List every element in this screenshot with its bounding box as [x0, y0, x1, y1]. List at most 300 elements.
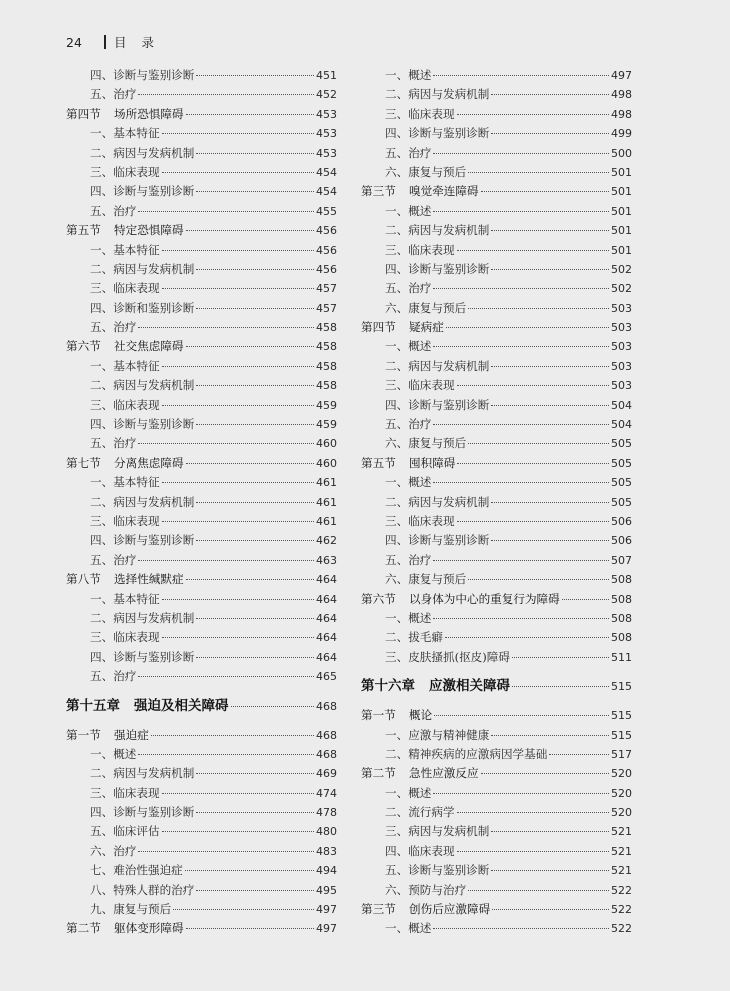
toc-item[interactable] — [66, 260, 337, 279]
toc-item[interactable] — [361, 124, 632, 143]
toc-page-number: 453 — [316, 127, 337, 141]
toc-item[interactable] — [66, 745, 337, 764]
dot-leader — [491, 540, 609, 541]
toc-page-number: 460 — [316, 456, 337, 470]
toc-item[interactable] — [361, 609, 632, 628]
toc-item[interactable] — [66, 202, 337, 221]
dot-leader — [481, 773, 609, 774]
dot-leader — [162, 637, 314, 638]
dot-leader — [186, 928, 314, 929]
toc-item[interactable] — [66, 318, 337, 337]
toc-entry-title: 五、临床评估 — [90, 824, 160, 839]
toc-page-number: 452 — [316, 88, 337, 102]
dot-leader — [562, 599, 609, 600]
toc-entry-title: 七、难治性强迫症 — [90, 863, 183, 878]
header-divider — [104, 35, 106, 49]
toc-page-number: 503 — [611, 301, 632, 315]
toc-page-number: 522 — [611, 883, 632, 897]
toc-item[interactable] — [361, 473, 632, 492]
dot-leader — [468, 579, 609, 580]
toc-section[interactable] — [361, 318, 632, 337]
dot-leader — [186, 230, 314, 231]
toc-page-number: 505 — [611, 495, 632, 509]
toc-entry-title: 五、治疗 — [90, 203, 137, 218]
toc-entry-title: 四、诊断与鉴别诊断 — [90, 417, 195, 432]
dot-leader — [186, 579, 314, 580]
dot-leader — [138, 676, 314, 677]
toc-entry-title: 一、基本特征 — [90, 242, 160, 257]
toc-section[interactable] — [361, 454, 632, 473]
dot-leader — [433, 928, 609, 929]
toc-entry-title: 四、诊断与鉴别诊断 — [90, 649, 195, 664]
dot-leader — [196, 269, 314, 270]
toc-entry-title: 第十六章 应激相关障碍 — [361, 667, 510, 706]
toc-page-number: 464 — [316, 611, 337, 625]
toc-page-number: 505 — [611, 476, 632, 490]
page-number: 24 — [66, 34, 82, 50]
toc-page-number: 465 — [316, 670, 337, 684]
toc-page-number: 460 — [316, 437, 337, 451]
toc-item[interactable] — [361, 648, 632, 667]
dot-leader — [162, 599, 314, 600]
toc-item[interactable] — [66, 590, 337, 609]
toc-item[interactable] — [66, 881, 337, 900]
dot-leader — [457, 812, 609, 813]
toc-page-number: 502 — [611, 262, 632, 276]
dot-leader — [162, 831, 314, 832]
toc-page-number: 498 — [611, 88, 632, 102]
toc-entry-title: 二、病因与发病机制 — [385, 223, 490, 238]
toc-page-number: 453 — [316, 146, 337, 160]
toc-page-number: 521 — [611, 844, 632, 858]
toc-page-number: 454 — [316, 185, 337, 199]
toc-item[interactable] — [361, 144, 632, 163]
toc-section[interactable] — [66, 337, 337, 356]
dot-leader — [196, 75, 314, 76]
dot-leader — [196, 657, 314, 658]
toc-entry-title: 三、临床表现 — [90, 785, 160, 800]
toc-item[interactable] — [361, 512, 632, 531]
toc-item[interactable] — [66, 667, 337, 686]
toc-page-number: 521 — [611, 825, 632, 839]
toc-page-number: 501 — [611, 243, 632, 257]
toc-item[interactable] — [361, 434, 632, 453]
toc-item[interactable] — [361, 279, 632, 298]
toc-page-number: 459 — [316, 398, 337, 412]
toc-item[interactable] — [66, 842, 337, 861]
toc-item[interactable] — [66, 609, 337, 628]
toc-right-column — [361, 66, 632, 939]
dot-leader — [433, 211, 609, 212]
toc-item[interactable] — [66, 900, 337, 919]
toc-section[interactable] — [66, 726, 337, 745]
toc-item[interactable] — [361, 202, 632, 221]
toc-item[interactable] — [361, 396, 632, 415]
toc-item[interactable] — [66, 434, 337, 453]
toc-item[interactable] — [66, 376, 337, 395]
dot-leader — [196, 308, 314, 309]
toc-item[interactable] — [361, 822, 632, 841]
toc-page-number: 508 — [611, 592, 632, 606]
toc-entry-title: 一、概述 — [385, 921, 432, 936]
toc-page-number: 461 — [316, 476, 337, 490]
toc-entry-title: 四、诊断与鉴别诊断 — [385, 126, 490, 141]
toc-entry-number: 第三节 — [361, 184, 396, 199]
toc-item[interactable] — [66, 473, 337, 492]
toc-entry-title: 五、治疗 — [385, 417, 432, 432]
toc-item[interactable] — [361, 551, 632, 570]
toc-item[interactable] — [66, 415, 337, 434]
dot-leader — [491, 133, 609, 134]
toc-section[interactable] — [361, 590, 632, 609]
toc-entry-title: 一、概述 — [385, 203, 432, 218]
toc-section[interactable] — [361, 182, 632, 201]
dot-leader — [186, 463, 314, 464]
toc-section[interactable] — [66, 105, 337, 124]
toc-item[interactable] — [66, 85, 337, 104]
dot-leader — [433, 424, 609, 425]
toc-entry-title: 九、康复与预后 — [90, 902, 172, 917]
toc-entry-title: 第十五章 强迫及相关障碍 — [66, 687, 229, 726]
toc-entry-number: 第五节 — [361, 455, 396, 470]
toc-entry-number: 第十六章 — [361, 678, 415, 695]
dot-leader — [231, 706, 315, 707]
toc-entry-title: 一、概述 — [90, 746, 137, 761]
toc-item[interactable] — [361, 531, 632, 550]
toc-item[interactable] — [66, 163, 337, 182]
toc-page-number: 522 — [611, 922, 632, 936]
toc-item[interactable] — [66, 396, 337, 415]
dot-leader — [491, 502, 609, 503]
toc-entry-title: 二、病因与发病机制 — [385, 87, 490, 102]
toc-item[interactable] — [66, 861, 337, 880]
toc-page-number: 474 — [316, 786, 337, 800]
dot-leader — [468, 443, 609, 444]
toc-page-number: 498 — [611, 107, 632, 121]
toc-entry-number: 第二节 — [361, 766, 396, 781]
dot-leader — [186, 114, 314, 115]
toc-entry-title: 四、诊断与鉴别诊断 — [90, 533, 195, 548]
toc-entry-number: 第五节 — [66, 223, 101, 238]
dot-leader — [162, 250, 314, 251]
toc-chapter[interactable] — [66, 687, 337, 726]
dot-leader — [196, 502, 314, 503]
toc-section[interactable] — [361, 764, 632, 783]
dot-leader — [196, 812, 314, 813]
toc-item[interactable] — [361, 881, 632, 900]
toc-entry-title: 第六节 以身体为中心的重复行为障碍 — [361, 590, 560, 609]
toc-page-number: 520 — [611, 767, 632, 781]
dot-leader — [457, 521, 609, 522]
toc-page-number: 468 — [316, 728, 337, 742]
toc-item[interactable] — [361, 861, 632, 880]
toc-entry-number: 第六节 — [361, 591, 396, 606]
toc-entry-title: 第二节 急性应激反应 — [361, 764, 479, 783]
toc-entry-title: 四、诊断和鉴别诊断 — [90, 300, 195, 315]
toc-section[interactable] — [361, 706, 632, 725]
toc-entry-number: 第七节 — [66, 455, 101, 470]
toc-entry-title: 一、基本特征 — [90, 475, 160, 490]
toc-page-number: 504 — [611, 398, 632, 412]
dot-leader — [481, 191, 609, 192]
dot-leader — [196, 385, 314, 386]
toc-item[interactable] — [66, 182, 337, 201]
dot-leader — [196, 773, 314, 774]
toc-entry-title: 第六节 社交焦虑障碍 — [66, 337, 184, 356]
toc-item[interactable] — [361, 803, 632, 822]
toc-section[interactable] — [361, 900, 632, 919]
toc-item[interactable] — [361, 299, 632, 318]
dot-leader — [162, 521, 314, 522]
dot-leader — [138, 94, 314, 95]
toc-item[interactable] — [66, 279, 337, 298]
toc-item[interactable] — [66, 299, 337, 318]
toc-page-number: 457 — [316, 301, 337, 315]
toc-page-number: 520 — [611, 786, 632, 800]
toc-entry-title: 三、临床表现 — [90, 281, 160, 296]
toc-page-number: 458 — [316, 379, 337, 393]
toc-entry-title: 二、病因与发病机制 — [90, 261, 195, 276]
dot-leader — [162, 366, 314, 367]
dot-leader — [512, 686, 609, 687]
toc-entry-title: 六、治疗 — [90, 843, 137, 858]
toc-entry-title: 第三节 创伤后应激障碍 — [361, 900, 490, 919]
dot-leader — [491, 94, 609, 95]
dot-leader — [491, 366, 609, 367]
toc-item[interactable] — [66, 357, 337, 376]
toc-item[interactable] — [361, 357, 632, 376]
toc-item[interactable] — [361, 163, 632, 182]
toc-item[interactable] — [66, 648, 337, 667]
toc-section[interactable] — [66, 454, 337, 473]
toc-entry-title: 六、康复与预后 — [385, 300, 467, 315]
toc-entry-title: 六、预防与治疗 — [385, 882, 467, 897]
toc-page-number: 468 — [316, 699, 337, 713]
toc-entry-title: 第八节 选择性缄默症 — [66, 570, 184, 589]
toc-entry-title: 五、治疗 — [90, 320, 137, 335]
toc-entry-title: 三、临床表现 — [90, 164, 160, 179]
dot-leader — [162, 793, 314, 794]
dot-leader — [468, 308, 609, 309]
dot-leader — [491, 831, 609, 832]
toc-entry-title: 二、拔毛癖 — [385, 630, 443, 645]
dot-leader — [434, 715, 609, 716]
toc-item[interactable] — [361, 919, 632, 938]
toc-page-number: 458 — [316, 359, 337, 373]
toc-page-number: 457 — [316, 282, 337, 296]
toc-page-number: 515 — [611, 728, 632, 742]
toc-entry-number: 第一节 — [66, 727, 101, 742]
toc-entry-title: 五、治疗 — [385, 552, 432, 567]
dot-leader — [468, 890, 609, 891]
toc-entry-title: 第七节 分离焦虑障碍 — [66, 454, 184, 473]
toc-page-number: 497 — [611, 69, 632, 82]
dot-leader — [186, 346, 314, 347]
toc-entry-title: 二、病因与发病机制 — [90, 145, 195, 160]
toc-entry-title: 三、临床表现 — [385, 106, 455, 121]
toc-item[interactable] — [361, 570, 632, 589]
dot-leader — [196, 424, 314, 425]
toc-entry-title: 三、皮肤搔抓(抠皮)障碍 — [385, 649, 510, 664]
toc-page-number: 458 — [316, 321, 337, 335]
toc-entry-title: 五、治疗 — [90, 669, 137, 684]
toc-entry-title: 一、基本特征 — [90, 126, 160, 141]
toc-page-number: 454 — [316, 165, 337, 179]
dot-leader — [457, 851, 609, 852]
toc-item[interactable] — [66, 124, 337, 143]
dot-leader — [549, 754, 609, 755]
dot-leader — [457, 385, 609, 386]
toc-item[interactable] — [66, 822, 337, 841]
dot-leader — [433, 793, 609, 794]
toc-page-number: 458 — [316, 340, 337, 354]
toc-entry-number: 第四节 — [361, 320, 396, 335]
toc-entry-title: 四、诊断与鉴别诊断 — [385, 533, 490, 548]
toc-section[interactable] — [66, 570, 337, 589]
toc-entry-title: 四、诊断与鉴别诊断 — [385, 397, 490, 412]
toc-item[interactable] — [361, 105, 632, 124]
toc-page-number: 503 — [611, 321, 632, 335]
toc-item[interactable] — [361, 842, 632, 861]
toc-page-number: 456 — [316, 224, 337, 238]
toc-page-number: 461 — [316, 495, 337, 509]
toc-item[interactable] — [361, 376, 632, 395]
header-title: 目录 — [114, 35, 170, 50]
toc-entry-title: 三、临床表现 — [385, 513, 455, 528]
toc-page-number: 500 — [611, 146, 632, 160]
toc-page-number: 461 — [316, 514, 337, 528]
toc-item[interactable] — [66, 764, 337, 783]
toc-entry-title: 二、病因与发病机制 — [90, 766, 195, 781]
toc-entry-title: 一、概述 — [385, 68, 432, 82]
toc-entry-title: 二、病因与发病机制 — [90, 610, 195, 625]
toc-item[interactable] — [66, 531, 337, 550]
toc-entry-title: 五、治疗 — [90, 436, 137, 451]
toc-page-number: 521 — [611, 864, 632, 878]
toc-item[interactable] — [361, 337, 632, 356]
toc-entry-title: 二、流行病学 — [385, 805, 455, 820]
toc-page-number: 464 — [316, 573, 337, 587]
toc-entry-title: 二、精神疾病的应激病因学基础 — [385, 746, 548, 761]
toc-item[interactable] — [361, 260, 632, 279]
toc-item[interactable] — [66, 493, 337, 512]
toc-entry-title: 第一节 概论 — [361, 706, 432, 725]
dot-leader — [185, 870, 314, 871]
toc-entry-title: 一、概述 — [385, 475, 432, 490]
dot-leader — [173, 909, 314, 910]
dot-leader — [457, 463, 609, 464]
toc-page-number: 453 — [316, 107, 337, 121]
toc-page-number: 499 — [611, 127, 632, 141]
toc-item[interactable] — [361, 784, 632, 803]
dot-leader — [138, 851, 314, 852]
toc-item[interactable] — [361, 745, 632, 764]
toc-page-number: 455 — [316, 204, 337, 218]
toc-entry-title: 四、诊断与鉴别诊断 — [385, 261, 490, 276]
dot-leader — [162, 133, 314, 134]
toc-page-number: 506 — [611, 514, 632, 528]
toc-item[interactable] — [66, 784, 337, 803]
toc-item[interactable] — [66, 512, 337, 531]
toc-page-number: 505 — [611, 456, 632, 470]
toc-item[interactable] — [66, 803, 337, 822]
toc-page-number: 511 — [611, 650, 632, 664]
toc-entry-title: 三、临床表现 — [385, 378, 455, 393]
toc-entry-number: 第一节 — [361, 708, 396, 723]
dot-leader — [457, 250, 609, 251]
toc-entry-title: 第四节 场所恐惧障碍 — [66, 105, 184, 124]
toc-page-number: 456 — [316, 262, 337, 276]
toc-entry-title: 六、康复与预后 — [385, 164, 467, 179]
toc-item[interactable] — [66, 241, 337, 260]
toc-item[interactable] — [361, 628, 632, 647]
toc-item[interactable] — [361, 221, 632, 240]
toc-item[interactable] — [361, 241, 632, 260]
dot-leader — [151, 735, 314, 736]
dot-leader — [433, 482, 609, 483]
toc-item[interactable] — [361, 415, 632, 434]
dot-leader — [445, 637, 609, 638]
toc-chapter[interactable] — [361, 667, 632, 706]
toc-item[interactable] — [361, 66, 632, 85]
toc-item[interactable] — [361, 726, 632, 745]
toc-page-number: 501 — [611, 204, 632, 218]
toc-item[interactable] — [66, 144, 337, 163]
toc-page-number: 464 — [316, 650, 337, 664]
dot-leader — [491, 735, 609, 736]
toc-page-number: 464 — [316, 592, 337, 606]
toc-section[interactable] — [66, 919, 337, 938]
toc-page-number: 483 — [316, 844, 337, 858]
toc-entry-number: 第三节 — [361, 902, 396, 917]
toc-page-number: 497 — [316, 903, 337, 917]
toc-page-number: 506 — [611, 534, 632, 548]
toc-entry-title: 三、病因与发病机制 — [385, 824, 490, 839]
toc-entry-title: 第五节 囤积障碍 — [361, 454, 455, 473]
toc-page-number: 456 — [316, 243, 337, 257]
toc-page-number: 517 — [611, 747, 632, 761]
toc-entry-title: 一、概述 — [385, 785, 432, 800]
dot-leader — [196, 618, 314, 619]
toc-item[interactable] — [361, 493, 632, 512]
dot-leader — [468, 172, 609, 173]
toc-page-number: 451 — [316, 69, 337, 82]
toc-page-number: 504 — [611, 418, 632, 432]
toc-entry-title: 四、诊断与鉴别诊断 — [90, 184, 195, 199]
toc-section[interactable] — [66, 221, 337, 240]
dot-leader — [433, 618, 609, 619]
toc-page-number: 494 — [316, 864, 337, 878]
toc-entry-title: 第五节 特定恐惧障碍 — [66, 221, 184, 240]
dot-leader — [138, 560, 314, 561]
toc-item[interactable] — [66, 551, 337, 570]
dot-leader — [138, 211, 314, 212]
page-header — [66, 32, 169, 52]
dot-leader — [491, 870, 609, 871]
toc-entry-title: 六、康复与预后 — [385, 572, 467, 587]
toc-item[interactable] — [66, 66, 337, 85]
toc-page-number: 508 — [611, 631, 632, 645]
toc-item[interactable] — [361, 85, 632, 104]
toc-item[interactable] — [66, 628, 337, 647]
toc-entry-title: 三、临床表现 — [90, 397, 160, 412]
toc-page-number: 459 — [316, 418, 337, 432]
toc-page-number: 507 — [611, 553, 632, 567]
toc-page-number: 520 — [611, 806, 632, 820]
toc-entry-title: 一、基本特征 — [90, 358, 160, 373]
toc-entry-number: 第八节 — [66, 572, 101, 587]
toc-entry-title: 五、治疗 — [90, 552, 137, 567]
